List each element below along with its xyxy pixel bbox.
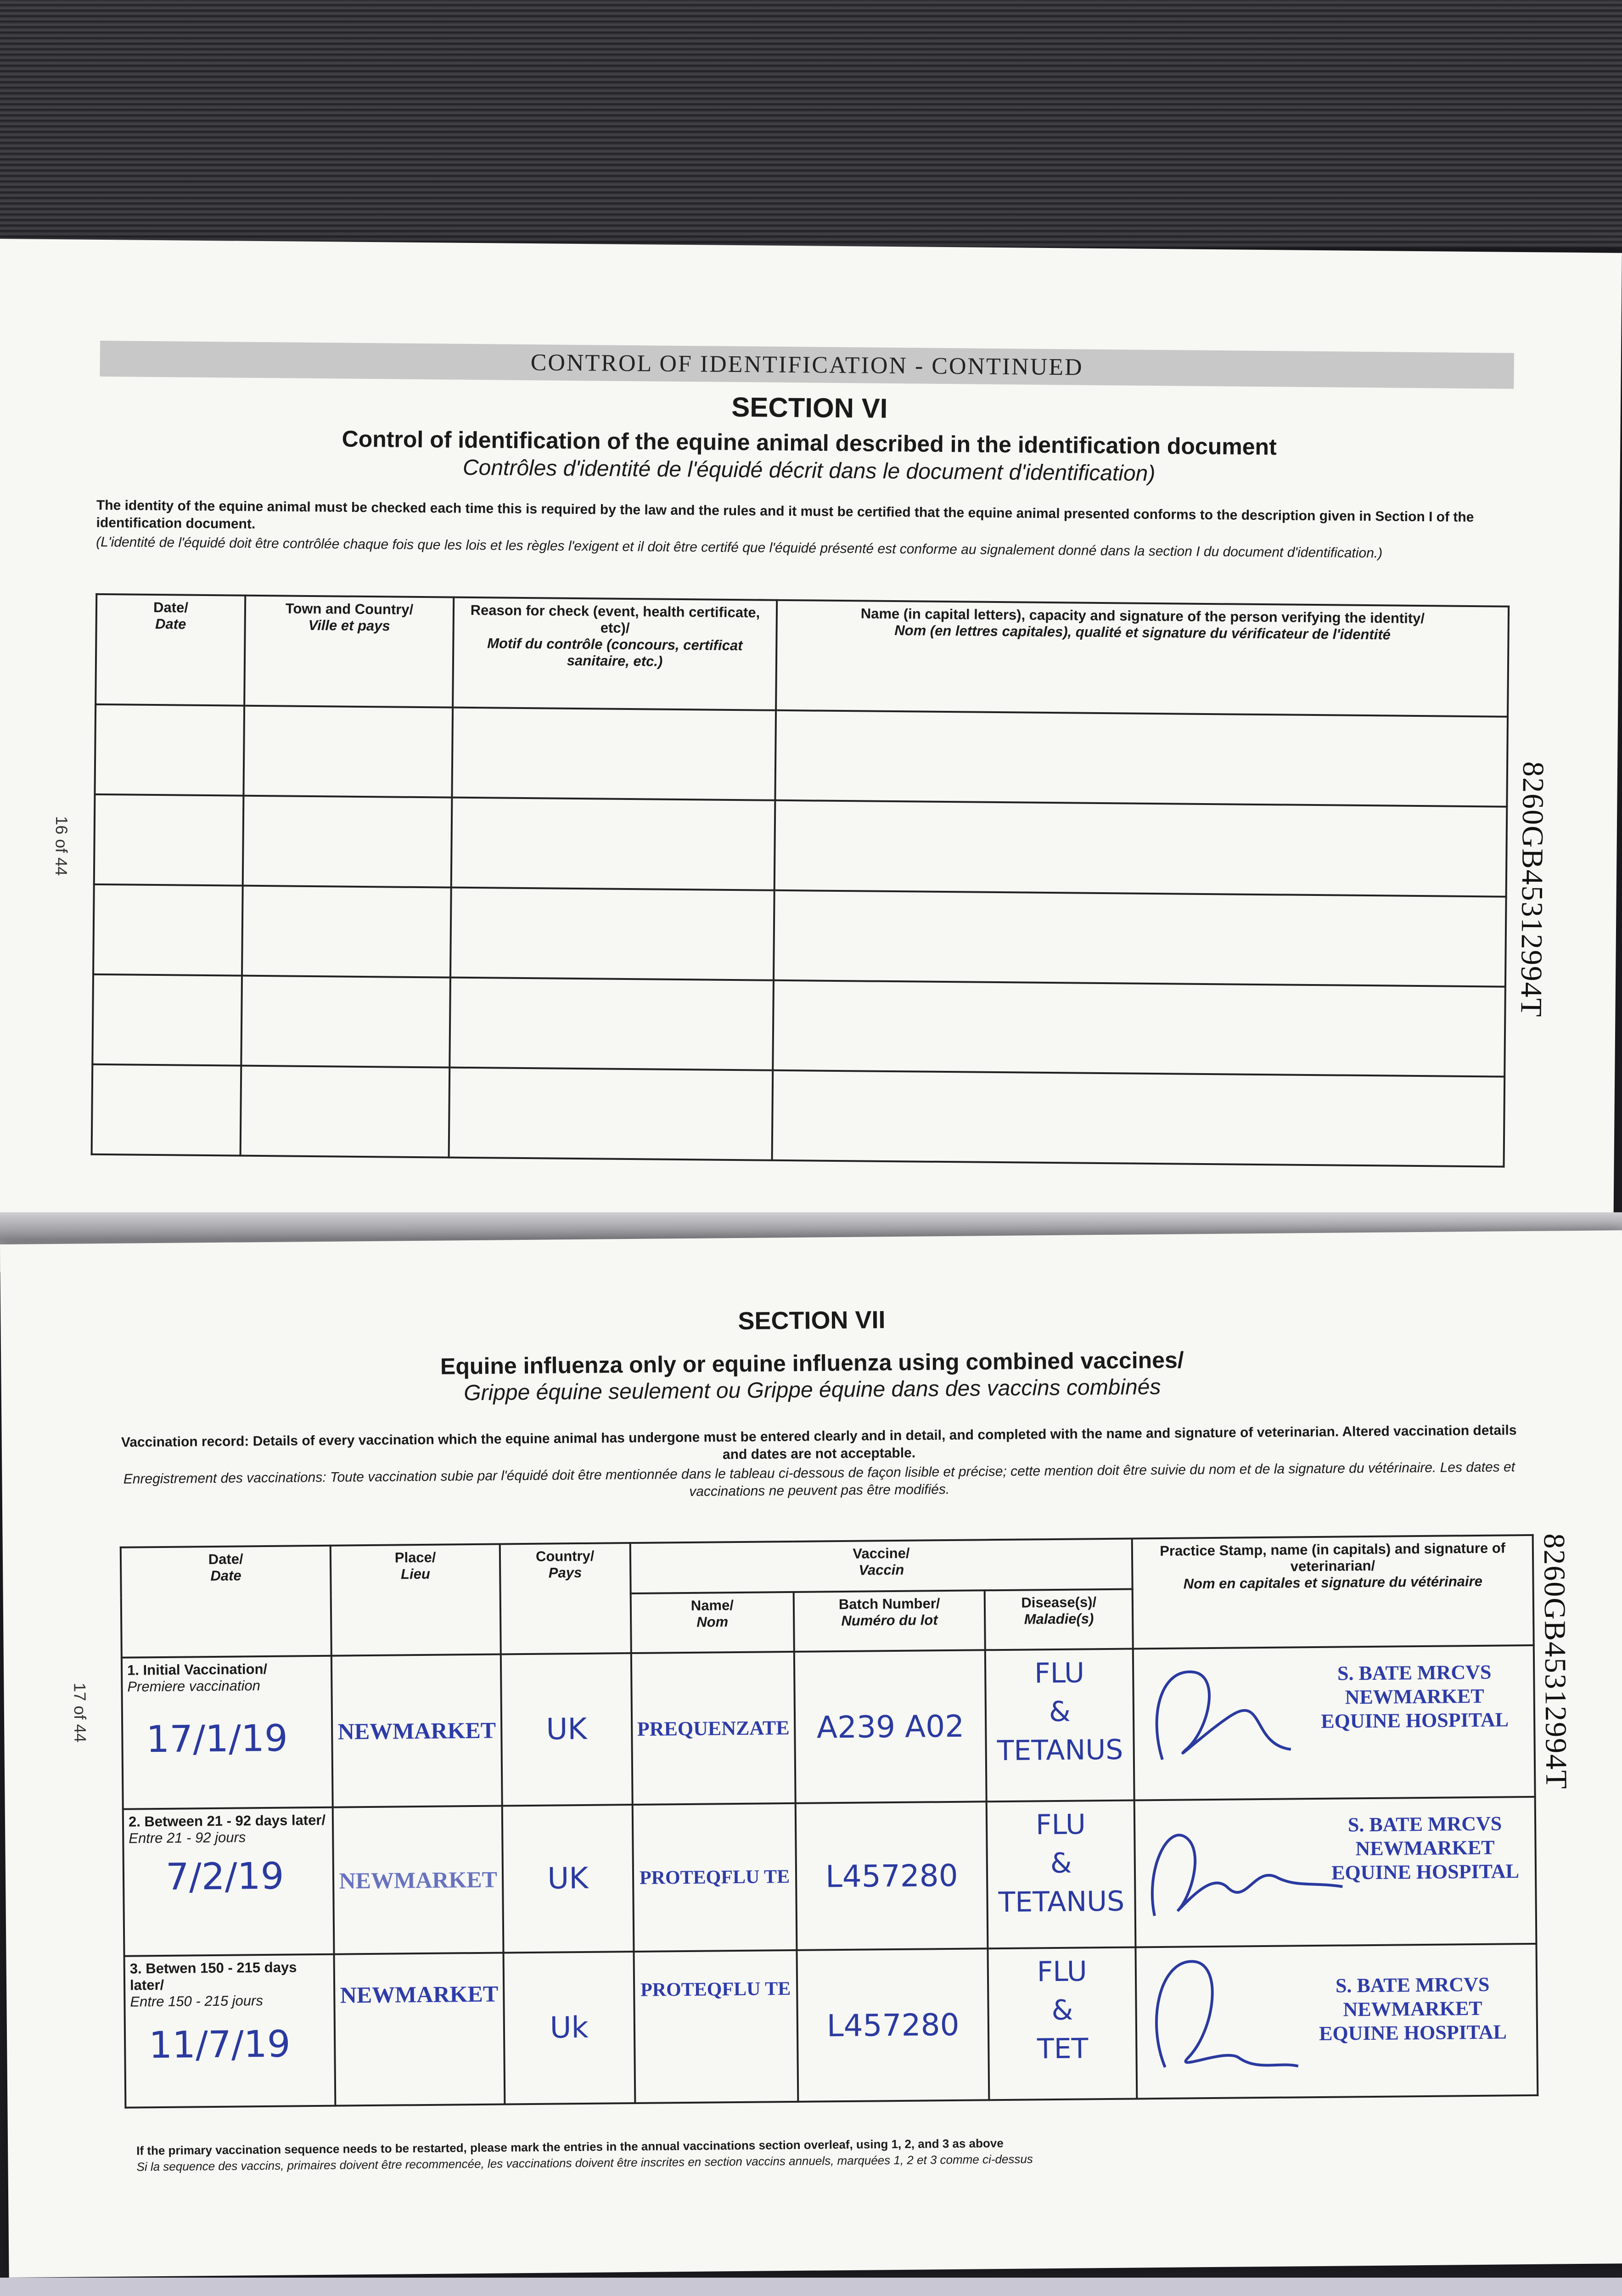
table-cell[interactable] [92, 974, 242, 1066]
handwritten-country: UK [547, 1861, 589, 1896]
place-stamp: NEWMARKET [340, 1981, 499, 2008]
row-disease-cell[interactable] [988, 1947, 1137, 2100]
signature-mark [1143, 1657, 1296, 1778]
col-country: Country/ Pays [500, 1543, 631, 1654]
table-cell[interactable] [241, 976, 450, 1068]
section-vii-title: SECTION VII [738, 1306, 886, 1335]
handwritten-date: 17/1/19 [146, 1716, 288, 1761]
table-cell[interactable] [94, 794, 244, 886]
row-country-cell[interactable] [501, 1653, 633, 1806]
table-cell[interactable] [452, 708, 776, 800]
row-date-cell[interactable]: 3. Betwen 150 - 215 days later/ Entre 150 - 215 jours 11/7/19 [124, 1954, 336, 2108]
col-date: Date/ Date [121, 1546, 331, 1658]
handwritten-disease: FLU & TETANUS [997, 1657, 1123, 1767]
footnote-fr: Si la sequence des vaccins, primaires doivent être recommencée, les vaccinations doivent être inscrites en section vaccins annuels, marquées 1, 2 et 3 comme ci-dessus [136, 2152, 1033, 2174]
table-cell[interactable] [92, 1064, 241, 1156]
page-16 [0, 239, 1622, 1263]
record-en: Vaccination record: Details of every vaccination which the equine animal has undergone must be entered clearly and in detail, and completed with the name and signature of veterinarian. Altered vaccination details and dates are not acceptable. [121, 1423, 1517, 1463]
table-row [93, 884, 1506, 987]
row-disease-cell[interactable] [985, 1649, 1134, 1801]
row-place-cell[interactable] [333, 1806, 503, 1954]
row-stamp-cell[interactable] [1133, 1645, 1535, 1801]
footnote-en: If the primary vaccination sequence needs to be restarted, please mark the entries in the annual vaccinations section overleaf, using 1, 2, and 3 as above [136, 2136, 1004, 2158]
page-17 [0, 1230, 1622, 2278]
col-batch: Batch Number/ Numéro du lot [794, 1590, 985, 1652]
vaccination-row-3 [124, 1944, 1538, 2108]
practice-stamp: S. BATE MRCVS NEWMARKET EQUINE HOSPITAL [1319, 1973, 1507, 2045]
scanner-edge [0, 2278, 1622, 2296]
col-town-country: Town and Country/ Ville et pays [244, 596, 454, 708]
practice-stamp: S. BATE MRCVS NEWMARKET EQUINE HOSPITAL [1321, 1660, 1509, 1733]
intro-fr: (L'identité de l'équidé doit être contrôlée chaque fois que les lois et les règles l'exigent et il doit être certifé que l'équidé présenté est conforme au signalement donné dans la section I du document d'identification.) [96, 534, 1383, 561]
col-date: Date/ Date [95, 594, 245, 706]
handwritten-batch: L457280 [825, 1857, 959, 1894]
table-cell[interactable] [243, 706, 453, 798]
section-vii-heading-en: Equine influenza only or equine influenza using combined vaccines/ [440, 1347, 1184, 1379]
handwritten-date: 11/7/19 [148, 2022, 291, 2067]
table-cell[interactable] [243, 796, 452, 888]
section-vi-title: SECTION VI [731, 391, 888, 424]
table-cell[interactable] [775, 710, 1508, 807]
passport-serial-top: 8260GB45312994T [1514, 761, 1550, 1018]
table-cell[interactable] [775, 800, 1507, 897]
section-vii-heading-fr: Grippe équine seulement ou Grippe équine dans des vaccins combinés [463, 1374, 1161, 1406]
row-batch-cell[interactable] [797, 1948, 989, 2102]
identity-check-table [91, 593, 1510, 1168]
place-stamp: NEWMARKET [339, 1866, 498, 1894]
table-cell[interactable] [241, 1066, 450, 1158]
row-disease-cell[interactable] [987, 1800, 1136, 1948]
col-place: Place/ Lieu [331, 1544, 501, 1656]
col-vaccine-name: Name/ Nom [630, 1592, 794, 1653]
table-row [95, 704, 1508, 807]
row-batch-cell[interactable] [794, 1650, 987, 1803]
vaccination-row-1 [122, 1645, 1535, 1809]
row-vaccine-name-cell[interactable] [634, 1950, 798, 2103]
scanner-background [0, 0, 1622, 248]
table-cell[interactable] [773, 980, 1505, 1077]
handwritten-disease: FLU & TETANUS [998, 1808, 1125, 1919]
row-country-cell[interactable] [502, 1805, 634, 1953]
section-vi-heading-en: Control of identification of the equine animal described in the identification document [342, 426, 1277, 460]
row-country-cell[interactable] [503, 1952, 635, 2104]
table-cell[interactable] [93, 884, 243, 976]
table-cell[interactable] [450, 888, 775, 980]
handwritten-country: UK [546, 1712, 587, 1747]
table-cell[interactable] [449, 978, 774, 1070]
table-cell[interactable] [95, 704, 244, 796]
vaccination-table [120, 1534, 1539, 2109]
vaccine-name-stamp: PROTEQFLU TE [639, 1866, 790, 1889]
col-disease: Disease(s)/ Maladie(s) [985, 1589, 1133, 1650]
row-place-cell[interactable] [334, 1953, 505, 2105]
row-stamp-cell[interactable] [1136, 1944, 1538, 2099]
record-fr: Enregistrement des vaccinations: Toute vaccination subie par l'équidé doit être mentionnée dans le tableau ci-dessous de façon lisible et précise; cette mention doit être suivie du nom et de la signature du vétérinaire. Les dates et vaccinations ne peuvent pas être modifiés. [123, 1459, 1515, 1499]
col-vaccine: Vaccine/ Vaccin [630, 1539, 1133, 1594]
table-row [94, 794, 1507, 897]
page-number-16: 16 of 44 [51, 816, 72, 876]
row-stamp-cell[interactable] [1134, 1797, 1536, 1947]
col-stamp: Practice Stamp, name (in capitals) and signature of veterinarian/ Nom en capitales et signature du vétérinaire [1132, 1535, 1534, 1649]
table-cell[interactable] [449, 1068, 773, 1160]
intro-en: The identity of the equine animal must be checked each time this is required by the law and the rules and it must be certified that the equine animal presented conforms to the description given in Section I of the identification document. [96, 497, 1474, 532]
vaccination-row-2 [123, 1797, 1537, 1956]
table-cell[interactable] [242, 886, 451, 978]
vaccine-name-stamp: PREQUENZATE [637, 1716, 790, 1740]
handwritten-disease: FLU & TET [1037, 1955, 1089, 2065]
vaccine-name-stamp: PROTEQFLU TE [640, 1978, 791, 2001]
row-date-cell[interactable]: 1. Initial Vaccination/ Premiere vaccination 17/1/19 [122, 1656, 333, 1809]
table-row [92, 1064, 1505, 1167]
handwritten-batch: L457280 [826, 2007, 960, 2043]
handwritten-batch: A239 A02 [816, 1708, 965, 1745]
table-cell[interactable] [774, 890, 1506, 987]
row-vaccine-name-cell[interactable] [632, 1803, 797, 1952]
page-number-17: 17 of 44 [70, 1683, 90, 1743]
row-date-cell[interactable]: 2. Between 21 - 92 days later/ Entre 21 - 92 jours 7/2/19 [123, 1807, 334, 1956]
table-cell[interactable] [772, 1070, 1505, 1167]
col-reason: Reason for check (event, health certificate, etc)/ Motif du contrôle (concours, certificat sanitaire, etc.) [453, 597, 777, 710]
col-verifier: Name (in capital letters), capacity and signature of the person verifying the identity/ Nom (en lettres capitales), qualité et signature du vérificateur de l'identité [776, 600, 1509, 717]
section-vi-heading-fr: Contrôles d'identité de l'équidé décrit dans le document d'identification) [462, 455, 1156, 486]
handwritten-date: 7/2/19 [165, 1854, 284, 1898]
signature-mark [1146, 1951, 1303, 2086]
practice-stamp: S. BATE MRCVS NEWMARKET EQUINE HOSPITAL [1331, 1812, 1520, 1884]
passport-serial-bottom: 8260GB45312994T [1537, 1533, 1573, 1790]
table-cell[interactable] [451, 798, 775, 890]
row-vaccine-name-cell[interactable] [631, 1652, 796, 1805]
place-stamp: NEWMARKET [337, 1717, 496, 1745]
header-bar: CONTROL OF IDENTIFICATION - CONTINUED [100, 341, 1514, 389]
row-place-cell[interactable] [331, 1654, 502, 1807]
table-row [92, 974, 1505, 1077]
handwritten-country: Uk [550, 2010, 589, 2045]
row-batch-cell[interactable] [796, 1801, 988, 1950]
